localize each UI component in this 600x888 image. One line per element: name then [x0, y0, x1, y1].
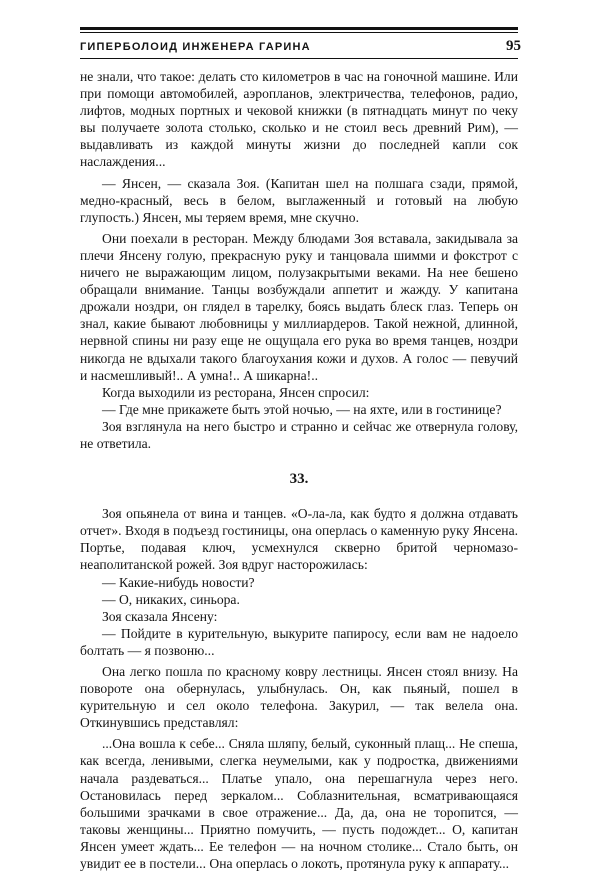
- chapter-number: 33.: [289, 471, 309, 488]
- paragraph: Зоя взглянула на него быстро и странно и сейчас же отвернула голову, не ответила.: [80, 418, 518, 451]
- header-rule-thin: [80, 32, 518, 33]
- paragraph: — Пойдите в курительную, выкурите папиросу, если вам не надоело болтать — я позвоню...: [80, 625, 518, 658]
- paragraph: ...Она вошла к себе... Сняла шляпу, белый, суконный плащ... Не спеша, как всегда, ленивыми, слегка неумелыми, как у подростка, движениями начала раздеваться... Платье упало, она перешагнула через него. Остановилась перед зеркалом... Соблазнительная, всматривающаяся большими зрачками в свое отражение... Да, да, она не торопится, — таковы женщины... Приятно помучить, — пусть подождет... О, капитан Янсен умеет ждать... Ее телефон — на ночном столике... Стало быть, он увидит ее в постели... Она оперлась о локоть, протянула руку к аппарату...: [80, 736, 518, 872]
- page-number: 95: [506, 38, 521, 54]
- header-rule-top: [80, 27, 518, 30]
- paragraph: — Где мне прикажете быть этой ночью, — на яхте, или в гостинице?: [102, 401, 502, 417]
- running-title: ГИПЕРБОЛОИД ИНЖЕНЕРА ГАРИНА: [80, 41, 311, 53]
- paragraph: Зоя сказала Янсену:: [102, 608, 218, 624]
- paragraph: — Янсен, — сказала Зоя. (Капитан шел на полшага сзади, прямой, медно-красный, весь в белом, выглаженный и готовый на любую глупость.) Янсен, мы теряем время, мне скучно.: [80, 175, 518, 225]
- paragraph: Зоя опьянела от вина и танцев. «О-ла-ла, как будто я должна отдавать отчет». Входя в подъезд гостиницы, она оперлась о каменную руку Янсена. Портье, подавая ключ, усмехнулся скверно бритой черномазо-неаполитанской рожей. Зоя вдруг насторожилась:: [80, 506, 518, 573]
- paragraph: Они поехали в ресторан. Между блюдами Зоя вставала, закидывала за плечи Янсену голую, прекрасную руку и танцовала шимми и фокстрот с ничего не выражающим лицом, полузакрытыми веками. На нее бешено обращали внимание. Танцы возбуждали аппетит и жажду. У капитана дрожали ноздри, он глядел в тарелку, боясь выдать блеск глаз. Теперь он знал, какие бывают любовницы у миллиардеров. Такой нежной, длинной, нервной спины ни разу еще не ощущала его рука во время танцев, ноздри никогда не вдыхали такого благоухания кожи и духов. А голос — певучий и насмешливый!.. А умна!.. А шикарна!..: [80, 230, 518, 383]
- paragraph: — Какие-нибудь новости?: [102, 574, 255, 590]
- paragraph: не знали, что такое: делать сто километров в час на гоночной машине. Или при помощи автомобилей, аэропланов, электричества, телефонов, радио, лифтов, модных портных и чековой книжки (в пятнадцать минут по чеку вы получаете золота столько, сколько и не стоил весь древний Рим), — выдавливать из каждой минуты жизни до последней капли сок наслаждения...: [80, 69, 518, 170]
- body-text: [80, 68, 518, 872]
- paragraph: Она легко пошла по красному ковру лестницы. Янсен стоял внизу. На повороте она обернулась, улыбнулась. Он, как пьяный, пошел в курительную и сел около телефона. Закурил, — так велела она. Откинувшись представлял:: [80, 664, 518, 731]
- header-rule-bottom: [80, 58, 518, 59]
- paragraph: — О, никаких, синьора.: [102, 591, 240, 607]
- paragraph: Когда выходили из ресторана, Янсен спросил:: [102, 384, 370, 400]
